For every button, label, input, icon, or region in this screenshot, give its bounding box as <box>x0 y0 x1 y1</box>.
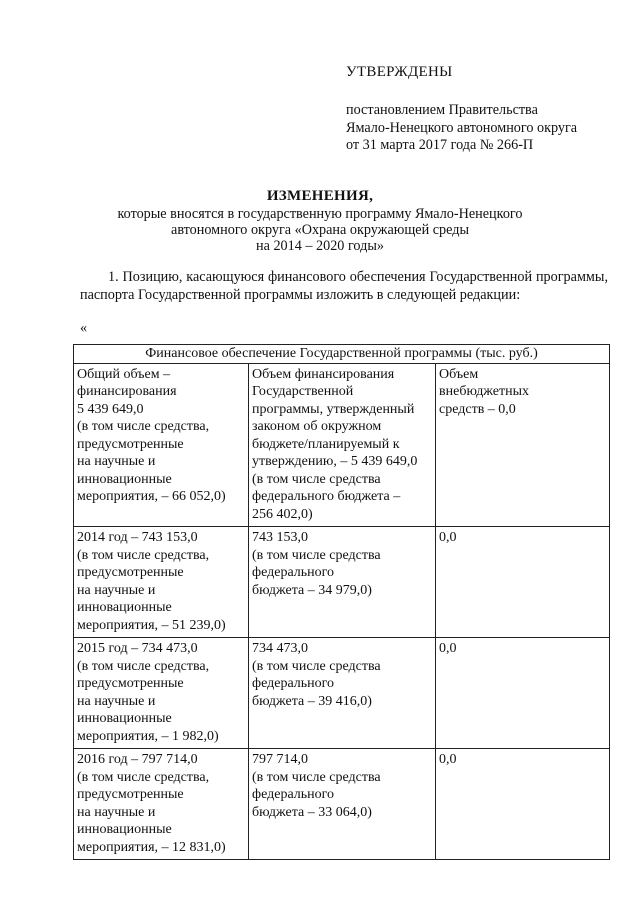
cell-line: предусмотренные <box>77 787 184 802</box>
cell-line: 256 402,0) <box>252 506 313 522</box>
cell-line: 5 439 649,0 <box>77 401 144 417</box>
cell-line: инновационные <box>77 471 172 487</box>
cell-line: на научные и <box>77 454 156 469</box>
table-cell-c2 <box>249 363 436 527</box>
table-cell-c1 <box>74 527 249 638</box>
cell-line: (в том числе средства <box>252 471 381 487</box>
cell-line: мероприятия, – 1 982,0) <box>77 728 219 744</box>
cell-line: внебюджетных <box>439 384 530 399</box>
cell-line: Общий объем – <box>77 366 171 382</box>
opening-quote: « <box>80 320 88 336</box>
cell-line: (в том числе средства, <box>77 658 210 674</box>
cell-line: 734 473,0 <box>252 641 308 656</box>
cell-line: законом об окружном <box>252 419 382 434</box>
table-caption-row <box>74 345 610 364</box>
cell-line: 0,0 <box>439 530 457 545</box>
cell-line: (в том числе средства <box>252 769 381 785</box>
basis-line: постановлением Правительства <box>346 102 538 118</box>
cell-line: инновационные <box>77 711 172 726</box>
approval-basis <box>346 102 577 155</box>
cell-line: программы, утвержденный <box>252 401 415 417</box>
cell-line: на научные и <box>77 582 156 598</box>
cell-line: 2014 год – 743 153,0 <box>77 530 198 545</box>
cell-line: финансирования <box>77 384 177 399</box>
cell-line: федерального <box>252 787 335 802</box>
cell-line: средств – 0,0 <box>439 401 516 417</box>
cell-line: бюджета – 34 979,0) <box>252 582 372 598</box>
cell-line: инновационные <box>77 822 172 837</box>
table-row <box>74 638 610 749</box>
cell-line: предусмотренные <box>77 676 184 691</box>
cell-line: 0,0 <box>439 641 457 656</box>
cell-line: 797 714,0 <box>252 752 308 767</box>
table-cell-c1 <box>74 749 249 860</box>
cell-line: на научные и <box>77 804 156 820</box>
table-body <box>74 363 610 860</box>
cell-line: (в том числе средства, <box>77 419 210 434</box>
cell-line: на научные и <box>77 693 156 709</box>
table-row <box>74 749 610 860</box>
cell-line: Государственной <box>252 384 354 399</box>
approval-heading: УТВЕРЖДЕНЫ <box>346 64 453 80</box>
subtitle-line: автономного округа «Охрана окружающей среды <box>171 222 469 238</box>
table-cell-c2 <box>249 638 436 749</box>
subtitle-line: которые вносятся в государственную программу Ямало-Ненецкого <box>117 206 523 222</box>
table-cell-c3 <box>436 527 610 638</box>
cell-line: бюджете/планируемый к <box>252 436 400 452</box>
basis-line: от 31 марта 2017 года № 266-П <box>346 137 534 153</box>
cell-line: бюджета – 39 416,0) <box>252 693 372 709</box>
cell-line: Объем <box>439 366 479 382</box>
table-cell-c3 <box>436 749 610 860</box>
table-caption: Финансовое обеспечение Государственной программы (тыс. руб.) <box>74 345 610 364</box>
table-row <box>74 527 610 638</box>
cell-line: федерального бюджета – <box>252 489 401 504</box>
cell-line: 743 153,0 <box>252 530 308 545</box>
cell-line: 2016 год – 797 714,0 <box>77 752 198 767</box>
table-row <box>74 363 610 527</box>
table-cell-c1 <box>74 638 249 749</box>
cell-line: федерального <box>252 676 335 691</box>
table-cell-c1 <box>74 363 249 527</box>
cell-line: предусмотренные <box>77 565 184 580</box>
cell-line: инновационные <box>77 600 172 615</box>
table-cell-c3 <box>436 363 610 527</box>
cell-line: (в том числе средства <box>252 547 381 563</box>
cell-line: мероприятия, – 51 239,0) <box>77 617 226 633</box>
document-title: ИЗМЕНЕНИЯ, <box>266 188 374 204</box>
table-cell-c2 <box>249 749 436 860</box>
cell-line: федерального <box>252 565 335 580</box>
table-cell-c2 <box>249 527 436 638</box>
cell-line: (в том числе средства <box>252 658 381 674</box>
cell-line: мероприятия, – 66 052,0) <box>77 489 226 504</box>
cell-line: утверждению, – 5 439 649,0 <box>252 454 418 469</box>
cell-line: мероприятия, – 12 831,0) <box>77 839 226 855</box>
cell-line: 0,0 <box>439 752 457 767</box>
cell-line: бюджета – 33 064,0) <box>252 804 372 820</box>
cell-line: (в том числе средства, <box>77 769 210 785</box>
cell-line: (в том числе средства, <box>77 547 210 563</box>
financing-table <box>73 344 610 860</box>
cell-line: 2015 год – 734 473,0 <box>77 641 198 656</box>
cell-line: Объем финансирования <box>252 366 395 382</box>
table-cell-c3 <box>436 638 610 749</box>
subtitle-line: на 2014 – 2020 годы» <box>256 238 384 254</box>
basis-line: Ямало-Ненецкого автономного округа <box>346 119 578 136</box>
document-subtitle <box>0 206 640 254</box>
cell-line: предусмотренные <box>77 436 184 452</box>
amendment-paragraph: 1. Позицию, касающуюся финансового обеспечения Государственной программы, паспорта Государственной программы изложить в следующей редакции: <box>80 269 608 303</box>
